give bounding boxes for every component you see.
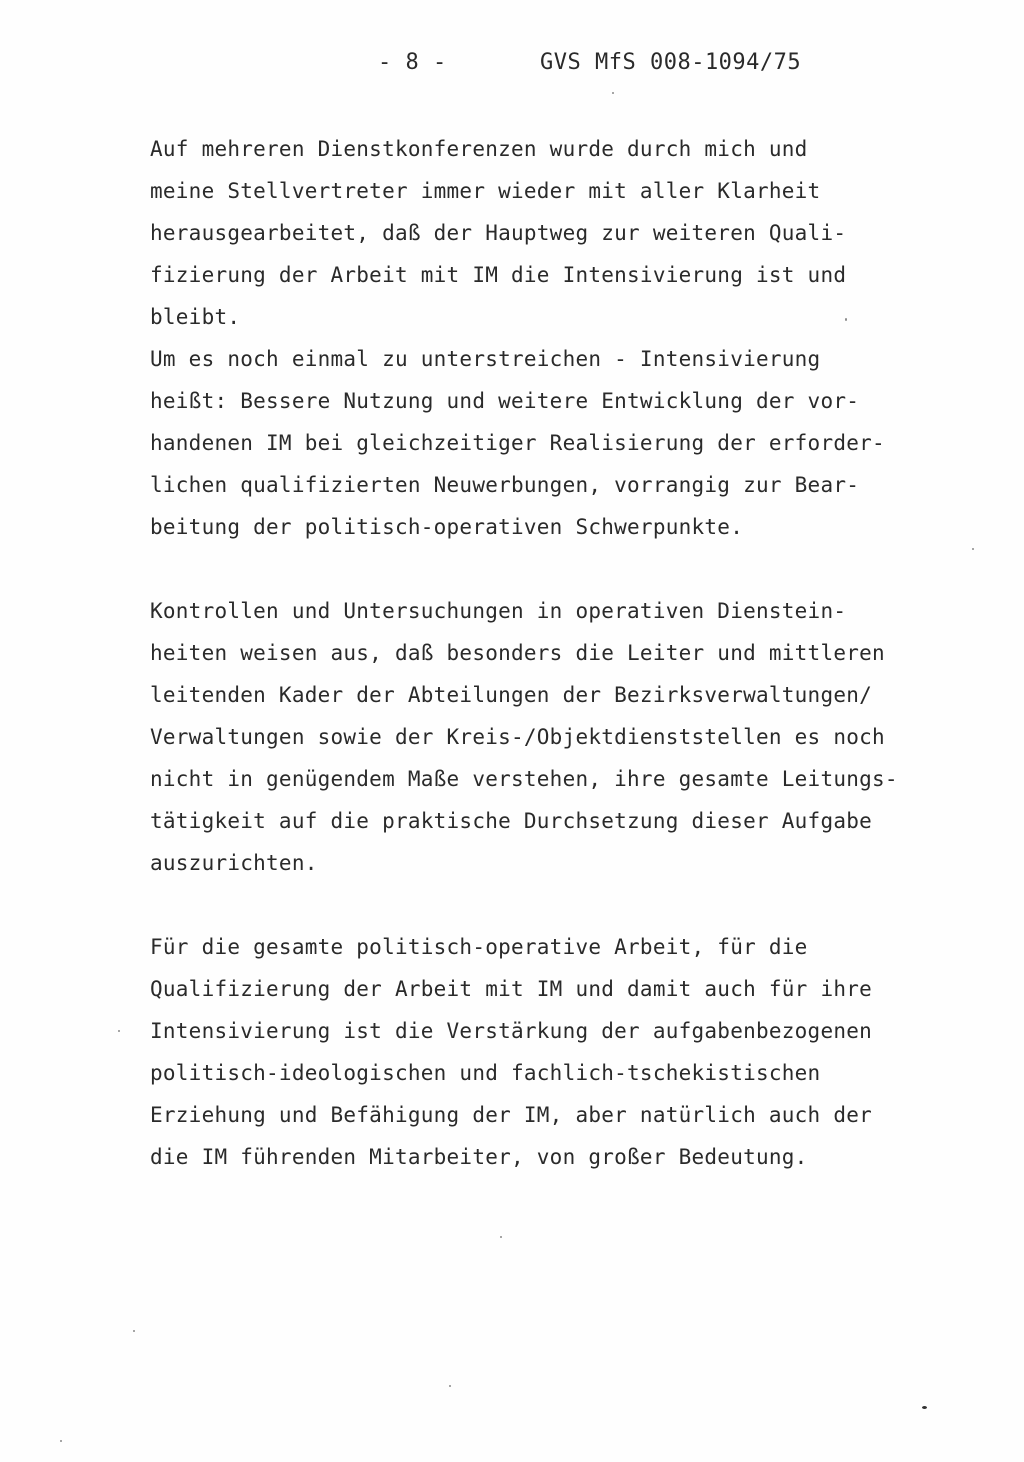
text-line: handenen IM bei gleichzeitiger Realisierung der erforder- xyxy=(150,431,885,455)
scan-speck xyxy=(118,1030,120,1032)
scan-speck xyxy=(922,1406,927,1409)
text-line: heiten weisen aus, daß besonders die Leiter und mittleren xyxy=(150,641,885,665)
text-line: bleibt. xyxy=(150,305,241,329)
text-line: politisch-ideologischen und fachlich-tschekistischen xyxy=(150,1061,821,1085)
text-line: meine Stellvertreter immer wieder mit aller Klarheit xyxy=(150,179,821,203)
scan-speck xyxy=(845,318,847,321)
text-line: beitung der politisch-operativen Schwerpunkte. xyxy=(150,515,744,539)
scan-speck xyxy=(133,1330,135,1332)
paragraph-3 xyxy=(150,590,910,884)
text-line: Kontrollen und Untersuchungen in operativen Dienstein- xyxy=(150,599,847,623)
text-line: heißt: Bessere Nutzung und weitere Entwicklung der vor- xyxy=(150,389,860,413)
text-line: Um es noch einmal zu unterstreichen - Intensivierung xyxy=(150,347,821,371)
scan-speck xyxy=(972,548,974,550)
text-line: herausgearbeitet, daß der Hauptweg zur weiteren Quali- xyxy=(150,221,847,245)
page-number: - 8 - xyxy=(378,50,447,75)
paragraph-1 xyxy=(150,128,910,338)
text-line: Verwaltungen sowie der Kreis-/Objektdienststellen es noch xyxy=(150,725,885,749)
text-line: fizierung der Arbeit mit IM die Intensivierung ist und xyxy=(150,263,847,287)
scan-speck xyxy=(449,1385,451,1387)
text-line: lichen qualifizierten Neuwerbungen, vorrangig zur Bear- xyxy=(150,473,860,497)
paragraph-4 xyxy=(150,926,910,1178)
text-line: Auf mehreren Dienstkonferenzen wurde durch mich und xyxy=(150,137,808,161)
scan-speck xyxy=(612,92,614,94)
text-line: auszurichten. xyxy=(150,851,318,875)
text-line: Erziehung und Befähigung der IM, aber natürlich auch der xyxy=(150,1103,873,1127)
scan-speck xyxy=(60,1440,62,1442)
body-text xyxy=(150,128,910,1178)
paragraph-gap xyxy=(150,884,910,926)
text-line: Qualifizierung der Arbeit mit IM und damit auch für ihre xyxy=(150,977,873,1001)
text-line: Intensivierung ist die Verstärkung der aufgabenbezogenen xyxy=(150,1019,873,1043)
text-line: nicht in genügendem Maße verstehen, ihre gesamte Leitungs- xyxy=(150,767,898,791)
paragraph-2 xyxy=(150,338,910,548)
text-line: tätigkeit auf die praktische Durchsetzung dieser Aufgabe xyxy=(150,809,873,833)
page-header xyxy=(0,46,1024,80)
document-reference: GVS MfS 008-1094/75 xyxy=(540,50,802,75)
scan-speck xyxy=(500,1236,502,1238)
paragraph-gap xyxy=(150,548,910,590)
text-line: Für die gesamte politisch-operative Arbeit, für die xyxy=(150,935,808,959)
text-line: leitenden Kader der Abteilungen der Bezirksverwaltungen/ xyxy=(150,683,873,707)
text-line: die IM führenden Mitarbeiter, von großer Bedeutung. xyxy=(150,1145,808,1169)
